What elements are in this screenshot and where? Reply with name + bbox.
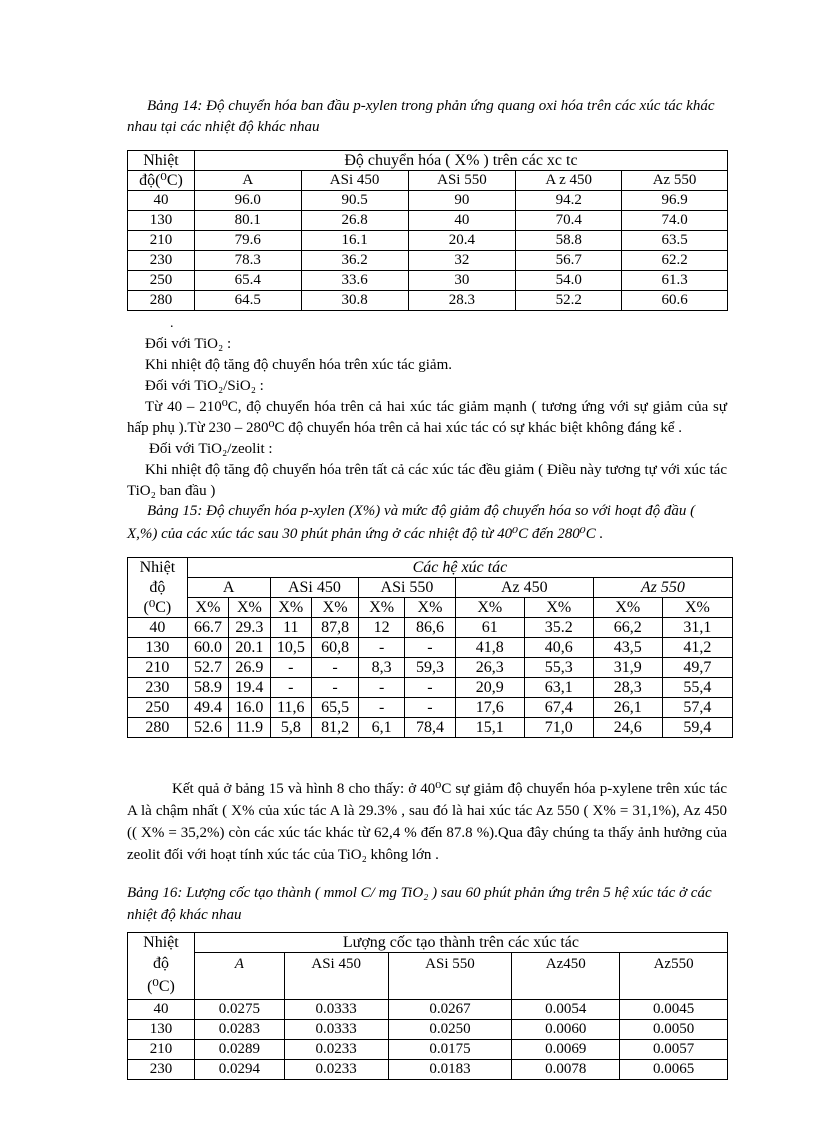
table15-subheader: X%: [662, 598, 732, 618]
value-cell: 31,1: [662, 618, 732, 638]
value-cell: 0.0333: [284, 999, 388, 1019]
value-cell: -: [359, 678, 405, 698]
value-cell: 49,7: [662, 658, 732, 678]
value-cell: 57,4: [662, 698, 732, 718]
value-cell: 12: [359, 618, 405, 638]
table16-header-temp-line3: (⁰C): [128, 975, 195, 1000]
table16-col-header: A: [194, 953, 284, 1000]
value-cell: 65.4: [194, 271, 301, 291]
temperature-cell: 230: [128, 251, 195, 271]
table15-group-title: Các hệ xúc tác: [187, 558, 732, 578]
value-cell: 29.3: [229, 618, 270, 638]
value-cell: 79.6: [194, 231, 301, 251]
table15-group-header: Az 450: [455, 578, 593, 598]
table15-header-temp-line3: (⁰C): [128, 598, 188, 618]
value-cell: 20,9: [455, 678, 524, 698]
table16-row: [128, 1039, 728, 1059]
value-cell: -: [312, 678, 359, 698]
value-cell: 33.6: [301, 271, 408, 291]
temperature-cell: 40: [128, 191, 195, 211]
value-cell: 70.4: [516, 211, 622, 231]
value-cell: 58.9: [187, 678, 228, 698]
table14-caption: Bảng 14: Độ chuyển hóa ban đầu p-xylen trong phản ứng quang oxi hóa trên các xúc tác khác nhau tại các nhiệt độ khác nhau: [127, 98, 715, 135]
value-cell: 40: [408, 211, 516, 231]
table15-subheader: X%: [524, 598, 593, 618]
value-cell: 40,6: [524, 638, 593, 658]
value-cell: 0.0069: [512, 1039, 620, 1059]
value-cell: 62.2: [622, 251, 728, 271]
value-cell: 0.0289: [194, 1039, 284, 1059]
value-cell: 60.0: [187, 638, 228, 658]
value-cell: 0.0054: [512, 999, 620, 1019]
value-cell: 36.2: [301, 251, 408, 271]
table16-col-header: ASi 550: [388, 953, 512, 1000]
value-cell: 63,1: [524, 678, 593, 698]
table16-col-header: Az450: [512, 953, 620, 1000]
value-cell: 0.0294: [194, 1059, 284, 1079]
value-cell: 52.6: [187, 718, 228, 738]
value-cell: 54.0: [516, 271, 622, 291]
value-cell: 5,8: [270, 718, 311, 738]
value-cell: 0.0175: [388, 1039, 512, 1059]
value-cell: -: [270, 658, 311, 678]
value-cell: 81,2: [312, 718, 359, 738]
value-cell: 80.1: [194, 211, 301, 231]
value-cell: 41,2: [662, 638, 732, 658]
body1-line2: Khi nhiệt độ tăng độ chuyển hóa trên xúc tác giảm.: [145, 357, 452, 373]
value-cell: 58.8: [516, 231, 622, 251]
table15-subheader: X%: [229, 598, 270, 618]
table14-col-header: ASi 450: [301, 171, 408, 191]
value-cell: 67,4: [524, 698, 593, 718]
body1-line6: Khi nhiệt độ tăng độ chuyển hóa trên tất cả các xúc tác đều giảm ( Điều này tương tự với xúc tác TiO₂ ban đầu ): [127, 462, 727, 499]
table14-row: [128, 291, 728, 311]
temperature-cell: 210: [128, 658, 188, 678]
value-cell: 78.3: [194, 251, 301, 271]
value-cell: 0.0275: [194, 999, 284, 1019]
value-cell: 30: [408, 271, 516, 291]
value-cell: -: [359, 698, 405, 718]
table16-row: [128, 1059, 728, 1079]
value-cell: 10,5: [270, 638, 311, 658]
body1-line4: Từ 40 – 210⁰C, độ chuyển hóa trên cả hai xúc tác giảm mạnh ( tương ứng với sự giảm của sự hấp phụ ).Từ 230 – 280⁰C độ chuyển hóa trên cả hai xúc tác có sự khác biệt không đáng kể .: [127, 399, 727, 436]
value-cell: 26,3: [455, 658, 524, 678]
value-cell: 59,4: [662, 718, 732, 738]
table15-row: [128, 618, 733, 638]
table15-group-header: Az 550: [593, 578, 732, 598]
value-cell: 20.4: [408, 231, 516, 251]
table15-row: [128, 638, 733, 658]
value-cell: 52.2: [516, 291, 622, 311]
value-cell: 0.0078: [512, 1059, 620, 1079]
table14-row: [128, 271, 728, 291]
value-cell: 60.6: [622, 291, 728, 311]
table14-row: [128, 191, 728, 211]
table14: [127, 150, 728, 311]
table14-col-header: ASi 550: [408, 171, 516, 191]
value-cell: 0.0060: [512, 1019, 620, 1039]
value-cell: 6,1: [359, 718, 405, 738]
table15-subheader: X%: [359, 598, 405, 618]
table15-row: [128, 658, 733, 678]
table14-row: [128, 211, 728, 231]
table15-header-temp-line2: độ: [128, 578, 188, 598]
value-cell: 64.5: [194, 291, 301, 311]
value-cell: 16.0: [229, 698, 270, 718]
body1-line5: Đối với TiO₂/zeolit :: [149, 441, 273, 457]
table15-row: [128, 698, 733, 718]
table16-row: [128, 999, 728, 1019]
value-cell: 60,8: [312, 638, 359, 658]
value-cell: 19.4: [229, 678, 270, 698]
value-cell: 66,2: [593, 618, 662, 638]
table15-subheader: X%: [187, 598, 228, 618]
value-cell: 26.9: [229, 658, 270, 678]
value-cell: 71,0: [524, 718, 593, 738]
value-cell: 0.0065: [620, 1059, 728, 1079]
temperature-cell: 280: [128, 718, 188, 738]
table15-subheader: X%: [270, 598, 311, 618]
value-cell: 0.0267: [388, 999, 512, 1019]
value-cell: -: [359, 638, 405, 658]
temperature-cell: 210: [128, 1039, 195, 1059]
value-cell: -: [405, 678, 456, 698]
value-cell: 15,1: [455, 718, 524, 738]
value-cell: 31,9: [593, 658, 662, 678]
stray-dot: .: [170, 316, 174, 331]
value-cell: -: [405, 698, 456, 718]
value-cell: 0.0283: [194, 1019, 284, 1039]
value-cell: 65,5: [312, 698, 359, 718]
temperature-cell: 40: [128, 618, 188, 638]
value-cell: 35.2: [524, 618, 593, 638]
table16-header-temp-line1: Nhiệt: [128, 933, 195, 953]
value-cell: 8,3: [359, 658, 405, 678]
table16-row: [128, 1019, 728, 1039]
value-cell: 24,6: [593, 718, 662, 738]
value-cell: -: [270, 678, 311, 698]
value-cell: 56.7: [516, 251, 622, 271]
value-cell: 20.1: [229, 638, 270, 658]
table15-subheader: X%: [455, 598, 524, 618]
table14-col-header: A: [194, 171, 301, 191]
value-cell: 0.0050: [620, 1019, 728, 1039]
value-cell: 32: [408, 251, 516, 271]
table14-header-temp-line1: Nhiệt: [128, 151, 195, 171]
temperature-cell: 40: [128, 999, 195, 1019]
table14-row: [128, 231, 728, 251]
table14-header-temp-line2: độ(⁰C): [128, 171, 195, 191]
value-cell: 74.0: [622, 211, 728, 231]
table16-header-temp-line2: độ: [128, 953, 195, 975]
temperature-cell: 250: [128, 271, 195, 291]
value-cell: 52.7: [187, 658, 228, 678]
temperature-cell: 130: [128, 211, 195, 231]
body1-line1: Đối với TiO₂ :: [145, 336, 232, 352]
value-cell: 55,4: [662, 678, 732, 698]
body-text-1: [127, 334, 727, 502]
temperature-cell: 210: [128, 231, 195, 251]
table15-header-temp-line1: Nhiệt: [128, 558, 188, 578]
table14-row: [128, 251, 728, 271]
table16-caption: Bảng 16: Lượng cốc tạo thành ( mmol C/ mg TiO₂ ) sau 60 phút phản ứng trên 5 hệ xúc tác ở các nhiệt độ khác nhau: [127, 885, 712, 923]
value-cell: 11,6: [270, 698, 311, 718]
paragraph-2: Kết quả ở bảng 15 và hình 8 cho thấy: ở 40⁰C sự giảm độ chuyển hóa p-xylene trên xúc tác A là chậm nhất ( X% của xúc tác A là 29.3% , sau đó là hai xúc tác Az 550 ( X% = 31,1%), Az 450 (( X% = 35,2%) còn các xúc tác khác từ 62,4 % đến 87.8 %).Qua đây chúng ta thấy ảnh hưởng của zeolit đối với hoạt tính xúc tác của TiO₂ không lớn .: [127, 781, 727, 863]
temperature-cell: 230: [128, 1059, 195, 1079]
value-cell: 63.5: [622, 231, 728, 251]
value-cell: 86,6: [405, 618, 456, 638]
table14-col-header: Az 550: [622, 171, 728, 191]
value-cell: 0.0183: [388, 1059, 512, 1079]
table15-row: [128, 678, 733, 698]
value-cell: 90.5: [301, 191, 408, 211]
value-cell: 0.0045: [620, 999, 728, 1019]
value-cell: 43,5: [593, 638, 662, 658]
value-cell: 16.1: [301, 231, 408, 251]
value-cell: 59,3: [405, 658, 456, 678]
table14-group-title: Độ chuyển hóa ( X% ) trên các xc tc: [194, 151, 727, 171]
value-cell: 28,3: [593, 678, 662, 698]
value-cell: 41,8: [455, 638, 524, 658]
table15-subheader: X%: [312, 598, 359, 618]
value-cell: 90: [408, 191, 516, 211]
value-cell: 55,3: [524, 658, 593, 678]
table15: [127, 557, 733, 738]
value-cell: 30.8: [301, 291, 408, 311]
table16-col-header: ASi 450: [284, 953, 388, 1000]
table16-col-header: Az550: [620, 953, 728, 1000]
value-cell: 11.9: [229, 718, 270, 738]
table16: [127, 932, 728, 1080]
value-cell: 0.0333: [284, 1019, 388, 1039]
table14-col-header: A z 450: [516, 171, 622, 191]
value-cell: 87,8: [312, 618, 359, 638]
value-cell: -: [405, 638, 456, 658]
value-cell: 28.3: [408, 291, 516, 311]
temperature-cell: 230: [128, 678, 188, 698]
table15-subheader: X%: [593, 598, 662, 618]
body1-line3: Đối với TiO₂/SiO₂ :: [145, 378, 264, 394]
value-cell: 96.9: [622, 191, 728, 211]
table15-group-header: A: [187, 578, 270, 598]
value-cell: 96.0: [194, 191, 301, 211]
value-cell: 17,6: [455, 698, 524, 718]
value-cell: 49.4: [187, 698, 228, 718]
value-cell: 0.0250: [388, 1019, 512, 1039]
table15-subheader: X%: [405, 598, 456, 618]
table15-group-header: ASi 550: [359, 578, 456, 598]
value-cell: 26,1: [593, 698, 662, 718]
value-cell: 26.8: [301, 211, 408, 231]
table15-row: [128, 718, 733, 738]
value-cell: 94.2: [516, 191, 622, 211]
temperature-cell: 130: [128, 1019, 195, 1039]
value-cell: 0.0057: [620, 1039, 728, 1059]
table15-caption: Bảng 15: Độ chuyển hóa p-xylen (X%) và mức độ giảm độ chuyển hóa so với hoạt độ đầu ( X,%) của các xúc tác sau 30 phút phản ứng ở các nhiệt độ từ 40⁰C đến 280⁰C .: [127, 503, 696, 542]
temperature-cell: 130: [128, 638, 188, 658]
value-cell: 61: [455, 618, 524, 638]
value-cell: 61.3: [622, 271, 728, 291]
value-cell: -: [312, 658, 359, 678]
table15-group-header: ASi 450: [270, 578, 359, 598]
value-cell: 11: [270, 618, 311, 638]
temperature-cell: 280: [128, 291, 195, 311]
value-cell: 66.7: [187, 618, 228, 638]
value-cell: 78,4: [405, 718, 456, 738]
value-cell: 0.0233: [284, 1039, 388, 1059]
table16-group-title: Lượng cốc tạo thành trên các xúc tác: [194, 933, 727, 953]
value-cell: 0.0233: [284, 1059, 388, 1079]
temperature-cell: 250: [128, 698, 188, 718]
